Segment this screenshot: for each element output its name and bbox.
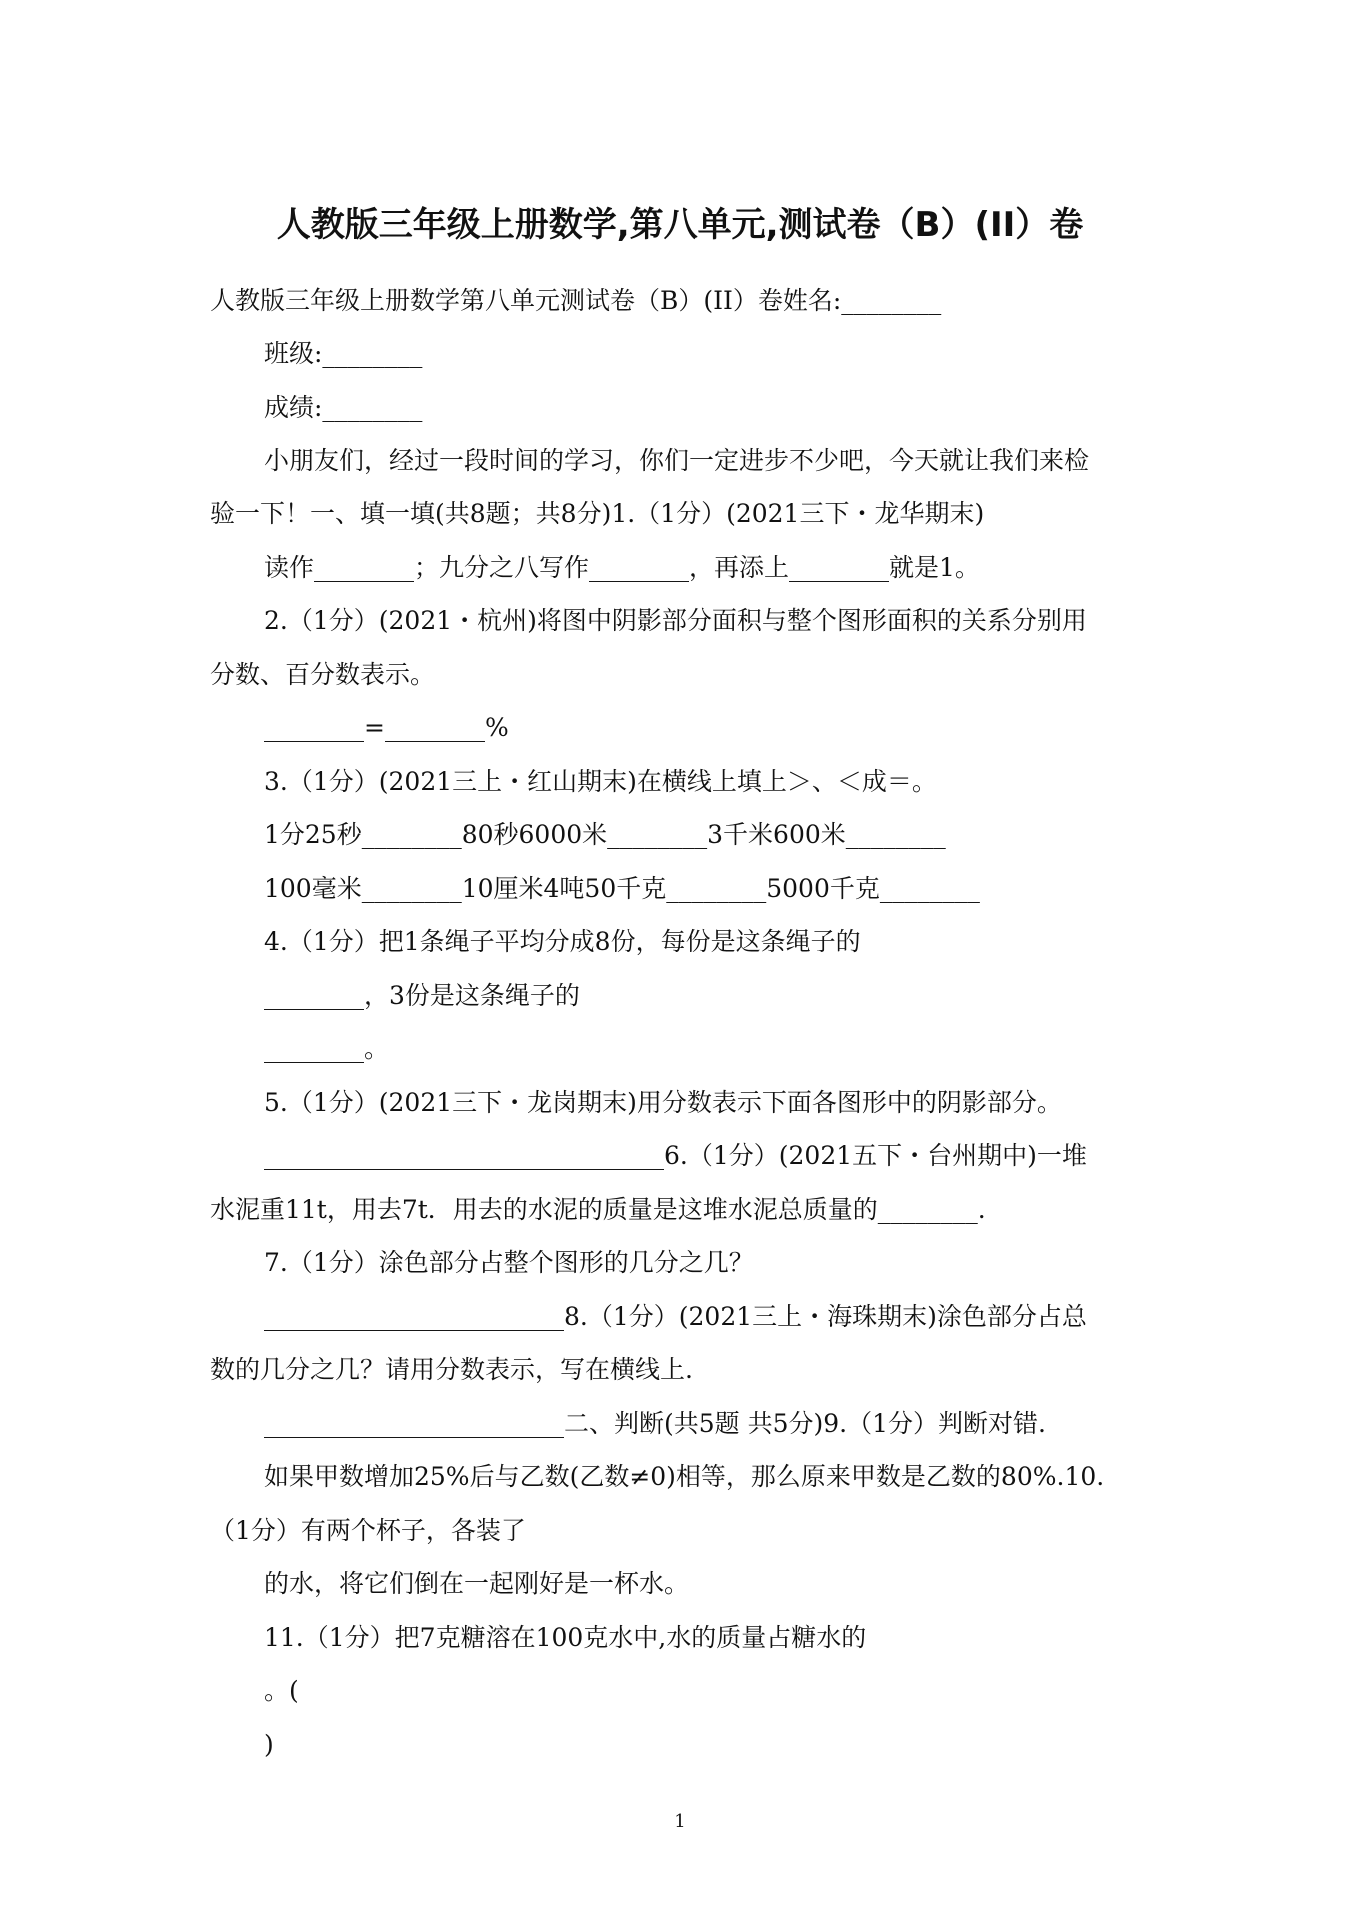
question-6-continued: 水泥重11t，用去7t．用去的水泥的质量是这堆水泥总质量的________. (210, 1195, 986, 1224)
question-2-continued: 分数、百分数表示。 (210, 660, 436, 689)
question-4-answer: ________。 (264, 1034, 390, 1063)
question-1-text: 读作________；九分之八写作________，再添上________就是1。 (264, 553, 980, 582)
document-title: 人教版三年级上册数学,第八单元,测试卷（B）(II）卷 (276, 205, 1084, 245)
question-10-text: （1分）有两个杯子，各装了 (210, 1516, 526, 1545)
question-9-text: 如果甲数增加25%后与乙数(乙数≠0)相等，那么原来甲数是乙数的80%.10. (264, 1462, 1105, 1491)
score-line: 成绩:________ (264, 393, 423, 422)
question-2-answer: ________=________% (264, 713, 509, 742)
question-8-continued: 数的几分之几？请用分数表示，写在横线上. (210, 1355, 693, 1384)
question-3-row-2: 100毫米________10厘米4吨50千克________5000千克________ (264, 874, 980, 903)
question-11-text: 11.（1分）把7克糖溶在100克水中,水的质量占糖水的 (264, 1623, 867, 1652)
question-5-text: 5.（1分）(2021三下・龙岗期末)用分数表示下面各图形中的阴影部分。 (264, 1088, 1062, 1117)
question-2-text: 2.（1分）(2021・杭州)将图中阴影部分面积与整个图形面积的关系分别用 (264, 606, 1087, 635)
question-10-continued: 的水，将它们倒在一起刚好是一杯水。 (264, 1569, 690, 1598)
question-11-continued: 。( (264, 1676, 299, 1705)
question-7-text: 7.（1分）涂色部分占整个图形的几分之几？ (264, 1248, 754, 1277)
intro-line: 小朋友们，经过一段时间的学习，你们一定进步不少吧，今天就让我们来检 (264, 446, 1090, 475)
class-line: 班级:________ (264, 339, 423, 368)
question-4-text: 4.（1分）把1条绳子平均分成8份，每份是这条绳子的 (264, 927, 861, 956)
question-3-text: 3.（1分）(2021三上・红山期末)在横线上填上＞、＜成＝。 (264, 767, 937, 796)
question-4-continued: ________，3份是这条绳子的 (264, 981, 580, 1010)
section-2-line: ________________________二、判断(共5题 共5分)9.（1分）判断对错. (264, 1409, 1046, 1438)
header-line-name: 人教版三年级上册数学第八单元测试卷（B）(II）卷姓名:________ (210, 286, 942, 315)
question-3-row-1: 1分25秒________80秒6000米________3千米600米________ (264, 820, 946, 849)
section-1-line: 验一下！一、填一填(共8题；共8分)1.（1分）(2021三下・龙华期末) (210, 499, 985, 528)
page-number: 1 (674, 1811, 686, 1832)
question-11-end: ) (264, 1730, 274, 1759)
question-6-text: ________________________________6.（1分）(2021五下・台州期中)一堆 (264, 1141, 1087, 1170)
question-8-text: ________________________8.（1分）(2021三上・海珠期末)涂色部分占总 (264, 1302, 1087, 1331)
